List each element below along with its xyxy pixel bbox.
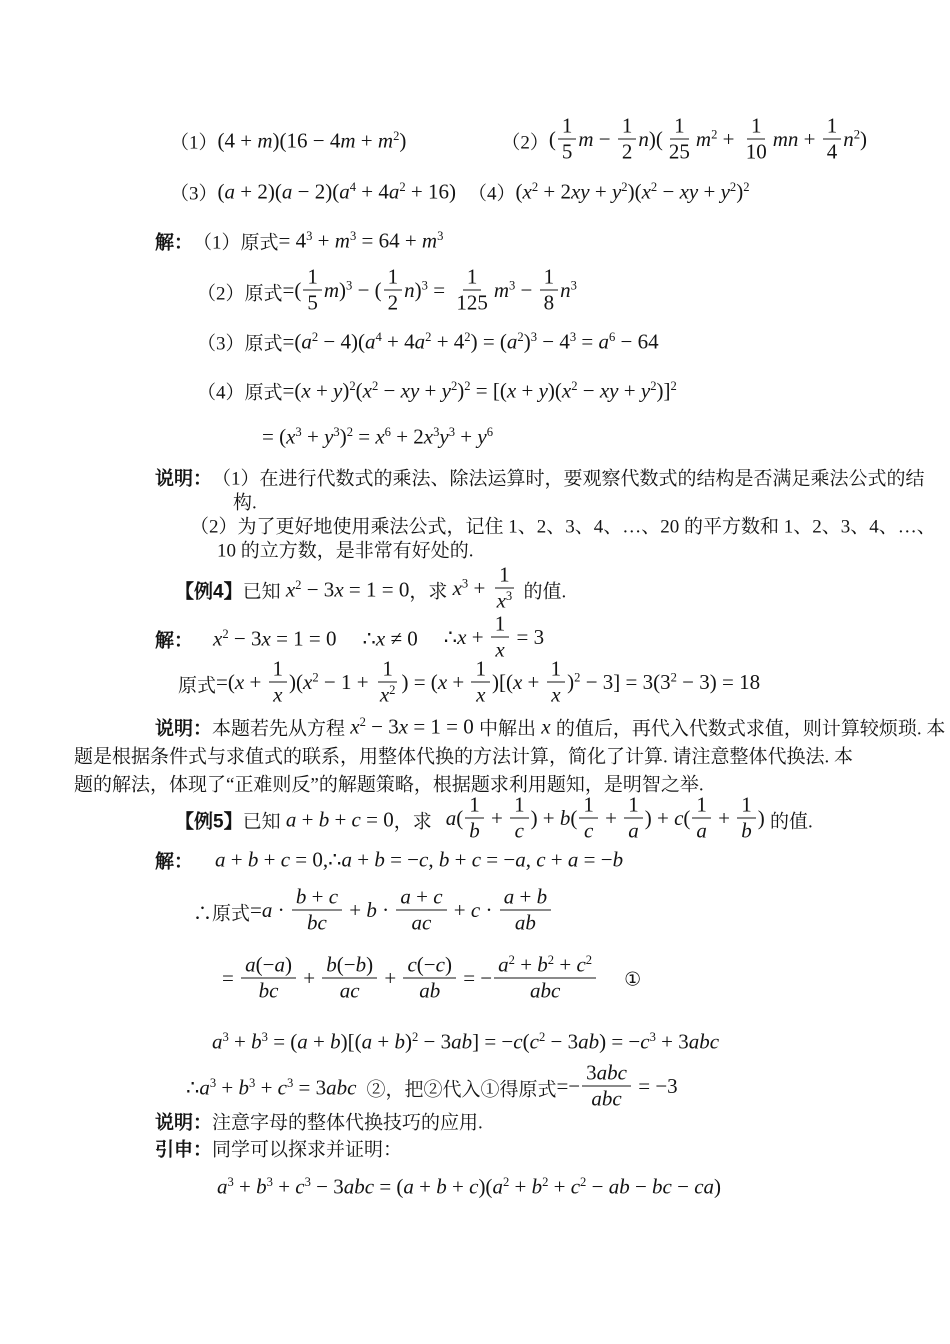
note5-line-label: 说明： bbox=[155, 1112, 213, 1134]
fraction: $\frac{1}{x}$ bbox=[269, 659, 288, 706]
example5-solution-step-2 bbox=[193, 884, 553, 936]
math-run: =(x + $\frac{1}{x}$ )($x^2 - 1$ + $\frac{1}{x^2}$ ) = (x + $\frac{1}{x}$ )[(x + $\frac{1}{x}$ )$^2 - 3] = 3(3^2 - 3) = 18$ bbox=[216, 656, 761, 707]
math-run: $x^3$ + $\frac{1}{x^3}$ bbox=[447, 567, 523, 614]
math-run: $x^2 - 3x = 1 = 0$ bbox=[350, 714, 480, 739]
text-run: （2）为了更好地使用乘法公式，记住 1、2、3、4、…、20 的平方数和 1、2、3、4、…、 bbox=[190, 516, 936, 538]
example5-solution-step-1 bbox=[155, 847, 623, 874]
math-run: $(a + 2)(a - 2)(a^4 + 4a^2 + 16)$ bbox=[217, 179, 456, 204]
note4-line-1 bbox=[155, 714, 945, 741]
text-run: 中解出 bbox=[479, 718, 537, 740]
note4-line-2 bbox=[74, 742, 853, 769]
math-run: a( $\frac{1}{b}$ + $\frac{1}{c}$ ) + b( $\frac{1}{c}$ + $\frac{1}{a}$ ) + c( $\frac{1}{a}$ + $\frac{1}{b}$ ) bbox=[445, 792, 771, 843]
extension-heading bbox=[155, 1135, 402, 1162]
spacer bbox=[598, 980, 624, 981]
fraction: $\frac{1}{25}$ bbox=[668, 113, 690, 164]
text-run: 同学可以探求并证明： bbox=[212, 1139, 403, 1161]
fraction: $\frac{1}{b}$ bbox=[465, 795, 484, 842]
text-run: 构. bbox=[233, 492, 257, 514]
note4-line-1-label: 说明： bbox=[155, 718, 213, 740]
example5-solution-step-3 bbox=[222, 952, 642, 1004]
math-run: x bbox=[541, 714, 551, 739]
fraction: $\frac{1}{a}$ bbox=[692, 795, 711, 842]
note4-line-3 bbox=[74, 770, 704, 797]
math-run: a + b + c = 0,∴a + b = −c, b + c = −a, c + a = −b bbox=[215, 847, 624, 872]
math-run: ( $\frac{1}{5}$ m − $\frac{1}{2}$ n)( $\frac{1}{25}$ $m^2$ + $\frac{1}{10}$ mn + $\frac{1}{4}$ $n^2$) bbox=[548, 113, 868, 164]
spacer bbox=[432, 820, 446, 821]
math-run: $x^2 - 3x = 1 = 0$ bbox=[285, 577, 410, 602]
solution3-step-3 bbox=[197, 329, 659, 356]
text-run: ∴原式 bbox=[193, 903, 251, 925]
spacer bbox=[337, 639, 363, 640]
text-run: ，求 bbox=[393, 811, 432, 833]
math-run: ∴x + $\frac{1}{x}$ = 3 bbox=[443, 611, 545, 662]
example4-statement-label: 【例4】 bbox=[175, 581, 243, 603]
text-run: （1）在进行代数式的乘法、除法运算时，要观察代数式的结构是否满足乘法公式的结 bbox=[212, 468, 925, 490]
text-run: 题的解法，体现了“正难则反”的解题策略，根据题求利用题知，是明智之举. bbox=[74, 774, 704, 796]
solution3-step-1 bbox=[155, 228, 443, 255]
fraction: $\frac{1}{x}$ bbox=[471, 659, 490, 706]
example4-solution-label: 解： bbox=[155, 630, 194, 652]
fraction: $\frac{1}{125}$ bbox=[456, 264, 488, 315]
example5-statement bbox=[175, 792, 813, 844]
text-run: （1） bbox=[170, 132, 218, 154]
math-run: $a^3 + b^3 + c^3 - 3abc = (a + b + c)(a^2 + b^2 + c^2$ − ab − bc − ca) bbox=[217, 1174, 722, 1199]
math-run: =− $\frac{\text{3abc}}{\text{abc}}$ = −3 bbox=[556, 1060, 678, 1111]
fraction: $\frac{1}{a}$ bbox=[624, 795, 643, 842]
note3-line-3 bbox=[190, 512, 936, 539]
fraction: $\frac{b + c}{bc}$ bbox=[292, 887, 342, 934]
text-run: （3） bbox=[170, 183, 218, 205]
text-run: ，求 bbox=[409, 581, 448, 603]
fraction: $\frac{a + b}{ab}$ bbox=[500, 887, 551, 934]
math-run: $x^2 - 3x = 1 = 0$ bbox=[213, 626, 337, 651]
text-run: 的值后，再代入代数式求值，则计算较烦琐. 本 bbox=[555, 718, 946, 740]
text-run: （4） bbox=[467, 183, 516, 205]
text-run: （2） bbox=[501, 132, 549, 154]
problem-row-2 bbox=[170, 179, 749, 206]
math-run: a + b + c = 0 bbox=[285, 807, 394, 832]
fraction: $\frac{1}{x}$ bbox=[491, 614, 510, 661]
example4-solution-cont bbox=[178, 656, 761, 708]
fraction: $\frac{1}{2}$ bbox=[618, 116, 637, 163]
text-run: （2）原式 bbox=[197, 283, 283, 305]
example4-statement bbox=[175, 562, 567, 614]
math-run: $(x^2 + 2xy + y^2)(x^2$ − xy + $y^2)^2$ bbox=[515, 179, 750, 204]
fraction: $\frac{1}{x}$ bbox=[547, 659, 566, 706]
solution3-step-4 bbox=[197, 378, 677, 405]
note5-line bbox=[155, 1108, 483, 1135]
note3-line-1-label: 说明： bbox=[155, 468, 213, 490]
text-run: 原式 bbox=[178, 675, 217, 697]
math-run: ∴x ≠ 0 bbox=[362, 626, 418, 651]
fraction: $\frac{\text{3abc}}{\text{abc}}$ bbox=[582, 1063, 631, 1110]
example4-solution bbox=[155, 611, 545, 663]
note3-line-1 bbox=[155, 464, 925, 491]
text-run: 注意字母的整体代换技巧的应用. bbox=[212, 1112, 483, 1134]
text-run: 已知 bbox=[242, 581, 281, 603]
fraction: $\frac{c(-c)}{ab}$ bbox=[403, 955, 456, 1002]
text-run: （1）原式 bbox=[193, 232, 279, 254]
text-run: 10 的立方数，是非常有好处的. bbox=[217, 540, 474, 562]
fraction: $\frac{1}{x^2}$ bbox=[379, 656, 396, 707]
fraction: $\frac{1}{5}$ bbox=[303, 267, 322, 314]
example5-solution-step-5 bbox=[186, 1060, 678, 1112]
math-run: $=(x + y)^2(x^2$ − xy + $y^2)^2 = [(x + y)(x^2$ − xy + $y^2)]^2$ bbox=[282, 378, 677, 403]
spacer bbox=[456, 192, 468, 193]
solution3-step-4-cont bbox=[262, 425, 493, 450]
fraction: $\frac{1}{8}$ bbox=[540, 267, 559, 314]
fraction: $\frac{1}{c}$ bbox=[579, 795, 598, 842]
text-run: （4）原式 bbox=[197, 382, 283, 404]
example5-solution-step-1-label: 解： bbox=[155, 851, 194, 873]
example5-solution-step-4 bbox=[212, 1030, 719, 1055]
spacer bbox=[356, 1088, 366, 1089]
math-run: $a^3 + b^3 = (a + b)[(a + b)^2 - 3ab] = -c(c^2 - 3ab) = -c^3 + 3abc$ bbox=[212, 1029, 720, 1054]
fraction: $\frac{a(-a)}{bc}$ bbox=[241, 955, 296, 1002]
solution3-step-1-label: 解： bbox=[155, 232, 194, 254]
extension-formula bbox=[217, 1175, 721, 1200]
spacer bbox=[418, 639, 444, 640]
fraction: $\frac{1}{c}$ bbox=[510, 795, 529, 842]
text-run: 本题若先从方程 bbox=[212, 718, 346, 740]
math-run: = $(x^3 + y^3)^2 = x^6 + 2x^3y^3 + y^6$ bbox=[262, 424, 494, 449]
fraction: $\frac{1}{10}$ bbox=[745, 113, 767, 164]
fraction: $\frac{1}{2}$ bbox=[384, 267, 403, 314]
math-run: =( $\frac{1}{5}$ m)$^3$ − ( $\frac{1}{2}$ n)$^3$ = $\frac{1}{125}$ $m^3$ − $\frac{1}{8}$ $n^3$ bbox=[282, 264, 577, 315]
math-run: =a · $\frac{b + c}{bc}$ + b · $\frac{a + c}{ac}$ + c · $\frac{a + b}{ab}$ bbox=[250, 889, 553, 936]
note3-line-4 bbox=[217, 536, 474, 563]
text-run: 的值. bbox=[770, 811, 813, 833]
text-run: （3）原式 bbox=[197, 333, 283, 355]
text-run: 题是根据条件式与求值式的联系，用整体代换的方法计算，简化了计算. 请注意整体代换法. 本 bbox=[74, 746, 854, 768]
problem-row-1 bbox=[170, 113, 868, 165]
fraction: $\frac{1}{4}$ bbox=[823, 116, 842, 163]
spacer bbox=[193, 860, 215, 861]
text-run: 已知 bbox=[242, 811, 281, 833]
math-run: $\therefore a^3 + b^3 + c^3 = 3abc$ bbox=[186, 1075, 357, 1100]
spacer bbox=[406, 141, 501, 142]
text-run: ① bbox=[624, 969, 642, 991]
text-run: 的值. bbox=[523, 581, 567, 603]
extension-heading-label: 引申： bbox=[155, 1139, 213, 1161]
text-run: ②，把②代入①得原式 bbox=[366, 1079, 557, 1101]
math-run: = $4^3 + m^3 = 64 + m^3$ bbox=[278, 228, 444, 253]
fraction: $\frac{1}{x^3}$ bbox=[496, 562, 513, 613]
fraction: $\frac{a^2 + b^2 + c^2}{\text{abc}}$ bbox=[494, 955, 596, 1002]
fraction: $\frac{b(-b)}{ac}$ bbox=[322, 955, 377, 1002]
math-run: $=(a^2 - 4)(a^4 + 4a^2 + 4^2) = (a^2)^3 - 4^3 = a^6 - 64$ bbox=[282, 329, 659, 354]
math-run: $(4 + m)(16 - 4m + m^2)$ bbox=[217, 128, 407, 153]
math-run: = $\frac{a(-a)}{bc}$ + $\frac{b(-b)}{ac}$ + $\frac{c(-c)}{ab}$ = − $\frac{a^2 + b^2 + c^2}{\text{abc}}$ bbox=[222, 957, 598, 1004]
spacer bbox=[193, 639, 213, 640]
fraction: $\frac{a + c}{ac}$ bbox=[396, 887, 446, 934]
fraction: $\frac{1}{5}$ bbox=[558, 116, 577, 163]
example5-statement-label: 【例5】 bbox=[175, 811, 243, 833]
note3-line-2 bbox=[233, 488, 257, 515]
solution3-step-2 bbox=[197, 264, 577, 316]
fraction: $\frac{1}{b}$ bbox=[737, 795, 756, 842]
